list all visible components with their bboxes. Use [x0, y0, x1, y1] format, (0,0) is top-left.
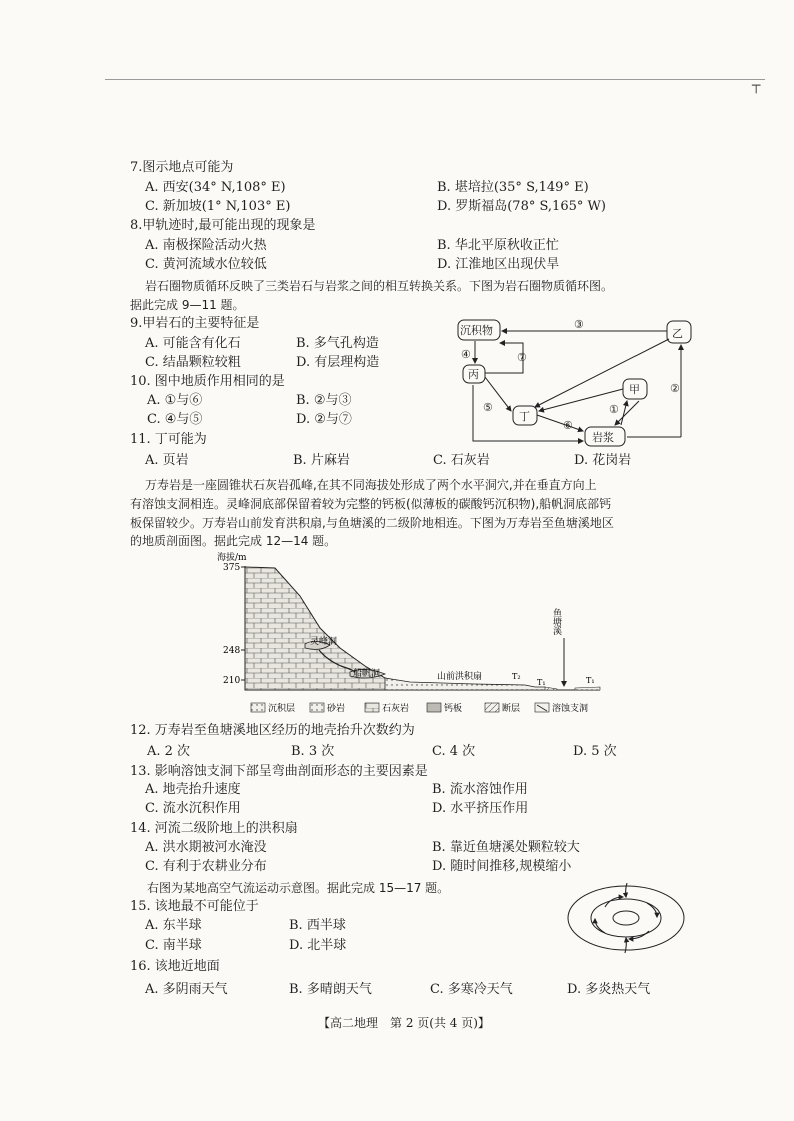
q13-stem: 13. 影响溶蚀支洞下部呈弯曲剖面形态的主要因素是: [130, 764, 428, 779]
q8-stem: 8.甲轨迹时,最可能出现的现象是: [130, 218, 316, 233]
arrow-label-1: ①: [609, 403, 619, 416]
y-tick-210: 210: [223, 676, 241, 686]
intro-rock-cycle-line2: 据此完成 9—11 题。: [130, 298, 245, 312]
q9-option-a: A. 可能含有化石: [145, 336, 241, 351]
q9-stem: 9.甲岩石的主要特征是: [130, 316, 260, 331]
q12-option-c: C. 4 次: [432, 744, 476, 759]
y-tick-375: 375: [223, 563, 241, 573]
label-alluvial-fan: 山前洪积扇: [437, 672, 483, 682]
magma-label: 岩浆: [592, 431, 614, 444]
q10-option-a: A. ①与⑥: [147, 393, 203, 408]
q13-option-c: C. 流水沉积作用: [145, 801, 241, 816]
q12-option-a: A. 2 次: [147, 744, 191, 759]
sediment-label: 沉积物: [460, 324, 493, 337]
q16-option-b: B. 多晴朗天气: [289, 982, 372, 997]
intro-wanshou-line1: 万寿岩是一座圆锥状石灰岩孤峰,在其不同海拔处形成了两个水平洞穴,并在垂直方向上: [145, 478, 597, 492]
intro-rock-cycle-line1: 岩石圈物质循环反映了三类岩石与岩浆之间的相互转换关系。下图为岩石圈物质循环图。: [145, 279, 614, 293]
q10-option-d: D. ②与⑦: [296, 412, 352, 427]
q8-option-b: B. 华北平原秋收正忙: [437, 238, 559, 253]
label-yutang-stream: 鱼塘溪: [551, 608, 561, 635]
q15-stem: 15. 该地最不可能位于: [130, 899, 259, 914]
intro-wanshou-line4: 的地质剖面图。据此完成 12—14 题。: [130, 534, 337, 548]
q9-option-d: D. 有层理构造: [296, 355, 380, 370]
q16-option-a: A. 多阴雨天气: [145, 982, 228, 997]
jia-label: 甲: [629, 383, 640, 396]
q14-stem: 14. 河流二级阶地上的洪积扇: [130, 821, 298, 836]
q10-option-b: B. ②与③: [296, 393, 352, 408]
q7-option-a: A. 西安(34° N,108° E): [145, 180, 286, 195]
upper-airflow-diagram: [565, 883, 687, 955]
q14-option-b: B. 靠近鱼塘溪处颗粒较大: [432, 840, 580, 855]
q12-option-b: B. 3 次: [291, 744, 335, 759]
q16-option-d: D. 多炎热天气: [567, 982, 651, 997]
arrow-label-6: ⑥: [563, 419, 573, 432]
q8-option-a: A. 南极探险活动火热: [145, 238, 267, 253]
q12-stem: 12. 万寿岩至鱼塘溪地区经历的地壳抬升次数约为: [130, 723, 415, 738]
arrow-label-7: ⑦: [517, 351, 527, 364]
label-t2: T₂: [512, 672, 521, 681]
label-t1-right: T₁: [586, 676, 595, 685]
arrow-label-5: ⑤: [483, 401, 493, 414]
legend-solution-branch: 溶蚀支洞: [552, 704, 589, 714]
q12-option-d: D. 5 次: [573, 744, 617, 759]
q14-option-d: D. 随时间推移,规模缩小: [432, 859, 572, 874]
geological-profile-diagram: [215, 548, 605, 723]
legend-sandstone: 砂岩: [327, 704, 346, 714]
terrace-right: [575, 687, 600, 690]
yi-label: 乙: [672, 327, 683, 340]
q8-option-c: C. 黄河流域水位较低: [145, 257, 267, 272]
page-footer: 【高二地理 第 2 页(共 4 页)】: [318, 1016, 490, 1030]
intro-wanshou-line2: 有溶蚀支洞相连。灵峰洞底部保留着较为完整的钙板(似薄板的碳酸钙沉积物),船帆洞底部钙: [130, 497, 612, 511]
profile-legend: [251, 702, 588, 714]
legend-sediment: 沉积层: [268, 704, 296, 714]
q7-option-d: D. 罗斯福岛(78° S,165° W): [437, 199, 606, 214]
bing-label: 丙: [468, 368, 479, 381]
q16-option-c: C. 多寒冷天气: [430, 982, 513, 997]
q13-option-a: A. 地壳抬升速度: [145, 782, 241, 797]
top-rule: [105, 79, 765, 80]
q15-option-c: C. 南半球: [145, 938, 202, 953]
q13-option-b: B. 流水溶蚀作用: [432, 782, 528, 797]
intro-airflow: 右图为某地高空气流运动示意图。据此完成 15—17 题。: [147, 881, 450, 895]
y-axis-label: 海拔/m: [217, 553, 247, 563]
q10-option-c: C. ④与⑤: [147, 412, 203, 427]
q11-option-d: D. 花岗岩: [574, 453, 632, 468]
intro-wanshou-line3: 板保留较少。万寿岩山前发育洪积扇,与鱼塘溪的二级阶地相连。下图为万寿岩至鱼塘溪地区: [130, 516, 614, 530]
q11-option-b: B. 片麻岩: [293, 453, 350, 468]
q9-option-c: C. 结晶颗粒较粗: [145, 355, 241, 370]
arrow-label-3: ③: [574, 318, 584, 331]
rock-cycle-diagram: [455, 315, 695, 450]
q14-option-c: C. 有利于农耕业分布: [145, 859, 267, 874]
y-tick-248: 248: [223, 646, 241, 656]
ding-label: 丁: [519, 410, 530, 423]
corner-mark: ┬: [752, 78, 761, 94]
q15-option-a: A. 东半球: [145, 918, 202, 933]
arrow-label-4: ④: [461, 348, 471, 361]
label-t1: T₁: [537, 678, 546, 687]
q11-option-a: A. 页岩: [145, 453, 189, 468]
label-lingfeng-cave: 灵峰洞: [310, 637, 338, 647]
q11-stem: 11. 丁可能为: [130, 432, 207, 447]
label-chuanfan-cave: 船帆洞: [353, 669, 381, 679]
limestone-body: [245, 567, 415, 690]
q15-option-b: B. 西半球: [289, 918, 346, 933]
legend-limestone: 石灰岩: [382, 704, 410, 714]
legend-fault: 断层: [502, 704, 521, 714]
arrow-label-2: ②: [670, 382, 680, 395]
q9-option-b: B. 多气孔构造: [296, 336, 379, 351]
legend-calcium-plate: 钙板: [444, 704, 463, 714]
q16-stem: 16. 该地近地面: [130, 959, 220, 974]
q10-stem: 10. 图中地质作用相同的是: [130, 374, 285, 389]
q7-option-c: C. 新加坡(1° N,103° E): [145, 199, 291, 214]
q8-option-d: D. 江淮地区出现伏旱: [437, 257, 560, 272]
q11-option-c: C. 石灰岩: [433, 453, 490, 468]
q13-option-d: D. 水平挤压作用: [432, 801, 529, 816]
q15-option-d: D. 北半球: [289, 938, 347, 953]
q7-option-b: B. 堪培拉(35° S,149° E): [437, 180, 589, 195]
q7-stem: 7.图示地点可能为: [130, 160, 234, 175]
q14-option-a: A. 洪水期被河水淹没: [145, 840, 267, 855]
